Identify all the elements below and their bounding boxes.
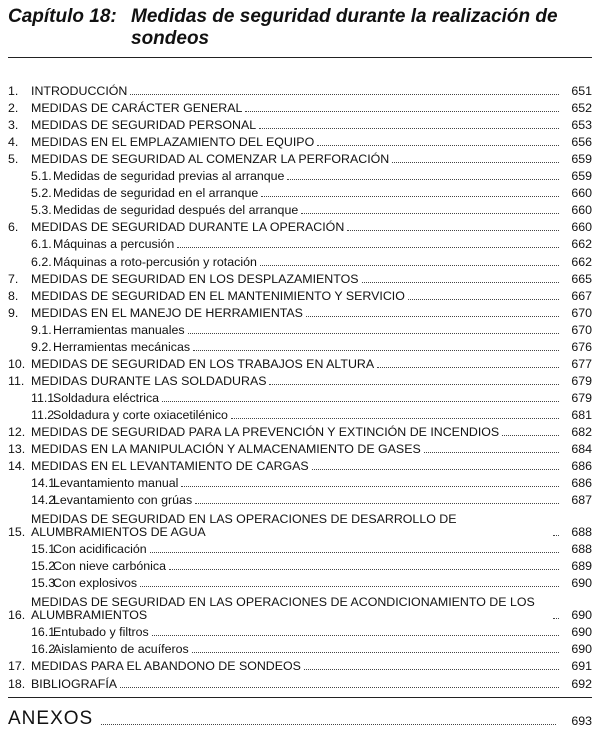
- entry-number: 6.: [8, 220, 19, 235]
- entry-number: 15.2.: [31, 559, 59, 574]
- entry-page: 679: [571, 390, 592, 405]
- dot-leader: [231, 418, 559, 419]
- entry-page: 690: [571, 625, 592, 640]
- entry-title: MEDIDAS DE SEGURIDAD AL COMENZAR LA PERFORACIÓN: [31, 152, 390, 167]
- toc-subentry: [8, 320, 592, 337]
- entry-page: 679: [571, 373, 592, 388]
- entry-number: 11.: [8, 373, 25, 388]
- entry-page: 653: [571, 118, 592, 133]
- entry-title: Medidas de seguridad previas al arranque: [53, 169, 285, 184]
- toc-entry: [8, 656, 592, 673]
- toc-subentry: [8, 388, 592, 405]
- toc-subentry: [8, 539, 592, 556]
- entry-page: 687: [571, 493, 592, 508]
- entry-title: MEDIDAS DE SEGURIDAD EN LAS OPERACIONES DE ACONDICIONAMIENTO DE LOS ALUMBRAMIENTOS: [31, 595, 535, 623]
- chapter-title: Medidas de seguridad durante la realización de sondeos: [131, 6, 558, 49]
- entry-page: 677: [571, 356, 592, 371]
- entry-title: Soldadura eléctrica: [53, 390, 160, 405]
- entry-page: 692: [571, 676, 592, 691]
- anexos-label: ANEXOS: [8, 708, 94, 729]
- dot-leader: [261, 196, 559, 197]
- anexos-entry: [8, 708, 592, 730]
- entry-number: 11.2.: [31, 407, 58, 422]
- toc-entry: [8, 217, 592, 234]
- entry-title: MEDIDAS DE SEGURIDAD EN LOS TRABAJOS EN ALTURA: [31, 356, 375, 371]
- entry-number: 5.2.: [31, 186, 52, 201]
- dot-leader: [317, 145, 559, 146]
- entry-title: Con explosivos: [53, 576, 138, 591]
- entry-number: 18.: [8, 676, 26, 691]
- toc-entry: [8, 286, 592, 303]
- entry-page: 670: [571, 322, 592, 337]
- dot-leader: [392, 162, 559, 163]
- dot-leader: [120, 687, 559, 688]
- entry-number: 16.1.: [31, 625, 59, 640]
- entry-number: 9.1.: [31, 322, 52, 337]
- entry-number: 5.1.: [31, 169, 52, 184]
- dot-leader: [162, 401, 559, 402]
- entry-number: 12.: [8, 424, 26, 439]
- entry-page: 662: [571, 237, 592, 252]
- toc-subentry: [8, 573, 592, 590]
- entry-page: 686: [571, 459, 592, 474]
- dot-leader: [304, 669, 559, 670]
- entry-page: 690: [571, 576, 592, 591]
- entry-number: 2.: [8, 101, 19, 116]
- dot-leader: [181, 486, 559, 487]
- dot-leader: [193, 350, 559, 351]
- entry-number: 6.1.: [31, 237, 52, 252]
- entry-title: MEDIDAS DE SEGURIDAD EN LAS OPERACIONES DE DESARROLLO DE ALUMBRAMIENTOS DE AGUA: [31, 512, 457, 540]
- entry-title: MEDIDAS EN LA MANIPULACIÓN Y ALMACENAMIENTO DE GASES: [31, 442, 421, 457]
- toc-subentry: [8, 622, 592, 639]
- toc-subentry: [8, 183, 592, 200]
- toc-subentry: [8, 166, 592, 183]
- entry-number: 9.2.: [31, 339, 52, 354]
- entry-page: 686: [571, 476, 592, 491]
- dot-leader: [312, 469, 559, 470]
- entry-number: 11.1.: [31, 390, 58, 405]
- entry-page: 688: [571, 542, 592, 557]
- toc-entry: [8, 149, 592, 166]
- toc-entry: [8, 507, 592, 539]
- entry-number: 15.1.: [31, 542, 59, 557]
- entry-title: Levantamiento manual: [53, 476, 179, 491]
- bottom-divider: [8, 697, 592, 698]
- entry-page: 670: [571, 305, 592, 320]
- dot-leader: [188, 333, 559, 334]
- toc-entry: [8, 98, 592, 115]
- entry-number: 16.: [8, 608, 26, 623]
- entry-title: MEDIDAS DE SEGURIDAD DURANTE LA OPERACIÓN: [31, 220, 345, 235]
- dot-leader: [259, 128, 559, 129]
- toc-entry: [8, 303, 592, 320]
- toc-entry: [8, 115, 592, 132]
- dot-leader: [553, 618, 559, 619]
- entry-page: 652: [571, 101, 592, 116]
- entry-page: 681: [571, 407, 592, 422]
- toc-subentry: [8, 251, 592, 268]
- entry-title: Entubado y filtros: [53, 625, 149, 640]
- entry-page: 690: [571, 642, 592, 657]
- entry-number: 14.2.: [31, 493, 59, 508]
- dot-leader: [245, 111, 559, 112]
- entry-title: BIBLIOGRAFÍA: [31, 676, 118, 691]
- entry-page: 688: [571, 525, 592, 540]
- entry-page: 667: [571, 288, 592, 303]
- toc-entry: [8, 371, 592, 388]
- entry-page: 659: [571, 169, 592, 184]
- toc-entry: [8, 439, 592, 456]
- dot-leader: [192, 652, 559, 653]
- entry-page: 682: [571, 424, 592, 439]
- entry-number: 3.: [8, 118, 19, 133]
- dot-leader: [287, 179, 559, 180]
- entry-number: 10.: [8, 356, 26, 371]
- entry-number: 5.3.: [31, 203, 52, 218]
- entry-number: 9.: [8, 305, 19, 320]
- dot-leader: [301, 213, 559, 214]
- dot-leader: [130, 94, 559, 95]
- entry-title: MEDIDAS EN EL MANEJO DE HERRAMIENTAS: [31, 305, 303, 320]
- entry-page: 691: [571, 659, 592, 674]
- dot-leader: [362, 282, 559, 283]
- dot-leader: [101, 724, 556, 725]
- toc-subentry: [8, 234, 592, 251]
- toc-entry: [8, 590, 592, 622]
- toc-subentry: [8, 200, 592, 217]
- entry-number: 5.: [8, 152, 19, 167]
- entry-page: 660: [571, 220, 592, 235]
- toc-entry: [8, 354, 592, 371]
- entry-title: MEDIDAS DE CARÁCTER GENERAL: [31, 101, 243, 116]
- entry-title: MEDIDAS DE SEGURIDAD PARA LA PREVENCIÓN Y EXTINCIÓN DE INCENDIOS: [31, 424, 500, 439]
- toc-entry: [8, 456, 592, 473]
- entry-number: 15.3.: [31, 576, 59, 591]
- entry-title: Máquinas a roto-percusión y rotación: [53, 254, 257, 269]
- entry-title: MEDIDAS EN EL LEVANTAMIENTO DE CARGAS: [31, 459, 309, 474]
- toc-subentry: [8, 639, 592, 656]
- dot-leader: [306, 316, 559, 317]
- entry-title: Herramientas mecánicas: [53, 339, 191, 354]
- toc-subentry: [8, 473, 592, 490]
- entry-title: MEDIDAS DE SEGURIDAD PERSONAL: [31, 118, 257, 133]
- toc-subentry: [8, 556, 592, 573]
- entry-page: 651: [571, 84, 592, 99]
- entry-page: 660: [571, 186, 592, 201]
- entry-page: 665: [571, 271, 592, 286]
- toc-subentry: [8, 337, 592, 354]
- entry-page: 656: [571, 135, 592, 150]
- entry-number: 15.: [8, 525, 26, 540]
- entry-number: 14.: [8, 459, 26, 474]
- toc-subentry: [8, 490, 592, 507]
- dot-leader: [408, 299, 559, 300]
- toc-entry: [8, 132, 592, 149]
- chapter-label: Capítulo 18:: [8, 6, 117, 27]
- entry-number: 14.1.: [31, 476, 59, 491]
- dot-leader: [177, 247, 559, 248]
- dot-leader: [424, 452, 559, 453]
- entry-page: 689: [571, 559, 592, 574]
- entry-title: INTRODUCCIÓN: [31, 84, 128, 99]
- dot-leader: [347, 230, 559, 231]
- dot-leader: [195, 503, 559, 504]
- entry-number: 6.2.: [31, 254, 52, 269]
- toc-entry: [8, 81, 592, 98]
- entry-title: Medidas de seguridad después del arranque: [53, 203, 299, 218]
- dot-leader: [377, 367, 559, 368]
- entry-title: Máquinas a percusión: [53, 237, 175, 252]
- dot-leader: [260, 265, 559, 266]
- entry-title: Levantamiento con grúas: [53, 493, 193, 508]
- table-of-contents: [8, 81, 592, 691]
- dot-leader: [140, 586, 559, 587]
- entry-number: 8.: [8, 288, 19, 303]
- entry-title: MEDIDAS DE SEGURIDAD EN LOS DESPLAZAMIENTOS: [31, 271, 359, 286]
- entry-title: Aislamiento de acuíferos: [53, 642, 189, 657]
- entry-page: 684: [571, 442, 592, 457]
- entry-page: 659: [571, 152, 592, 167]
- entry-title: Con acidificación: [53, 542, 147, 557]
- dot-leader: [502, 435, 559, 436]
- entry-title: Soldadura y corte oxiacetilénico: [53, 407, 228, 422]
- toc-entry: [8, 673, 592, 690]
- entry-title: Con nieve carbónica: [53, 559, 166, 574]
- entry-number: 1.: [8, 84, 19, 99]
- entry-number: 4.: [8, 135, 19, 150]
- entry-page: 690: [571, 608, 592, 623]
- entry-title: MEDIDAS EN EL EMPLAZAMIENTO DEL EQUIPO: [31, 135, 315, 150]
- entry-number: 7.: [8, 271, 19, 286]
- entry-title: MEDIDAS PARA EL ABANDONO DE SONDEOS: [31, 659, 301, 674]
- entry-title: MEDIDAS DURANTE LAS SOLDADURAS: [31, 373, 267, 388]
- top-divider: [8, 57, 592, 58]
- dot-leader: [150, 552, 559, 553]
- dot-leader: [553, 535, 559, 536]
- entry-page: 660: [571, 203, 592, 218]
- entry-number: 13.: [8, 442, 26, 457]
- dot-leader: [169, 569, 559, 570]
- dot-leader: [269, 384, 559, 385]
- entry-number: 17.: [8, 659, 26, 674]
- dot-leader: [152, 635, 559, 636]
- entry-page: 662: [571, 254, 592, 269]
- toc-entry: [8, 269, 592, 286]
- entry-number: 16.2.: [31, 642, 59, 657]
- entry-page: 676: [571, 339, 592, 354]
- entry-title: Herramientas manuales: [53, 322, 185, 337]
- toc-entry: [8, 422, 592, 439]
- toc-subentry: [8, 405, 592, 422]
- entry-title: Medidas de seguridad en el arranque: [53, 186, 259, 201]
- anexos-page: 693: [571, 714, 592, 728]
- entry-title: MEDIDAS DE SEGURIDAD EN EL MANTENIMIENTO Y SERVICIO: [31, 288, 405, 303]
